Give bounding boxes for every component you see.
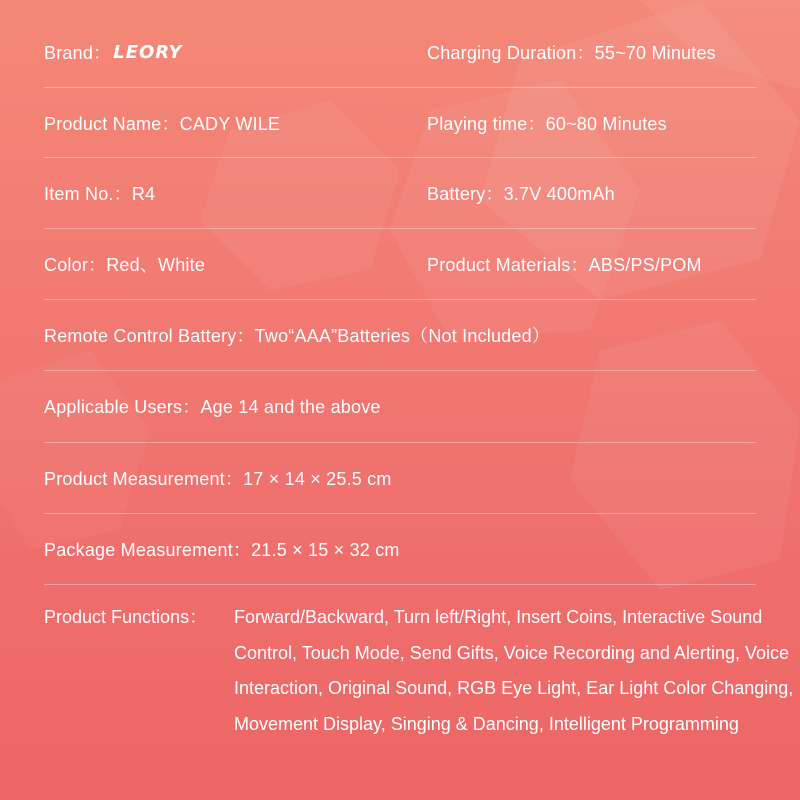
brand-label: Brand：: [44, 43, 112, 63]
brand-logo: LEORY: [113, 41, 183, 63]
remote-control-battery: Remote Control Battery：Two“AAA”Batteries（Not Included）: [44, 326, 550, 346]
product-materials: Product Materials：ABS/PS/POM: [427, 255, 702, 275]
playing-time: Playing time：60~80 Minutes: [427, 114, 667, 134]
item-number: Item No.：R4: [44, 184, 156, 204]
charging-duration: Charging Duration：55~70 Minutes: [427, 43, 716, 63]
applicable-users: Applicable Users：Age 14 and the above: [44, 397, 381, 417]
spec-row-name: [44, 88, 756, 158]
package-measurement: Package Measurement：21.5 × 15 × 32 cm: [44, 540, 400, 560]
spec-row-color: [44, 229, 756, 299]
divider: [44, 584, 756, 585]
spec-row-product-measurement: [44, 443, 756, 513]
product-functions-label: Product Functions：: [44, 607, 208, 627]
brand-field: [44, 17, 183, 87]
spec-row-item: [44, 158, 756, 228]
product-functions-value: Forward/Backward, Turn left/Right, Insert Coins, Interactive Sound Control, Touch Mode, Send Gifts, Voice Recording and Alerting, Voice Interaction, Original Sound, RGB Eye Light, Ear Light Color Changing, Movement Display, Singing & Dancing, Intelligent Programming: [234, 607, 794, 734]
product-name: Product Name：CADY WILE: [44, 114, 281, 134]
battery: Battery：3.7V 400mAh: [427, 184, 615, 204]
spec-row-users: [44, 371, 756, 441]
spec-row-brand: [44, 17, 756, 87]
spec-row-package-measurement: [44, 514, 756, 584]
color: Color：Red、White: [44, 255, 206, 275]
product-measurement: Product Measurement：17 × 14 × 25.5 cm: [44, 469, 392, 489]
spec-row-remote: [44, 300, 756, 370]
